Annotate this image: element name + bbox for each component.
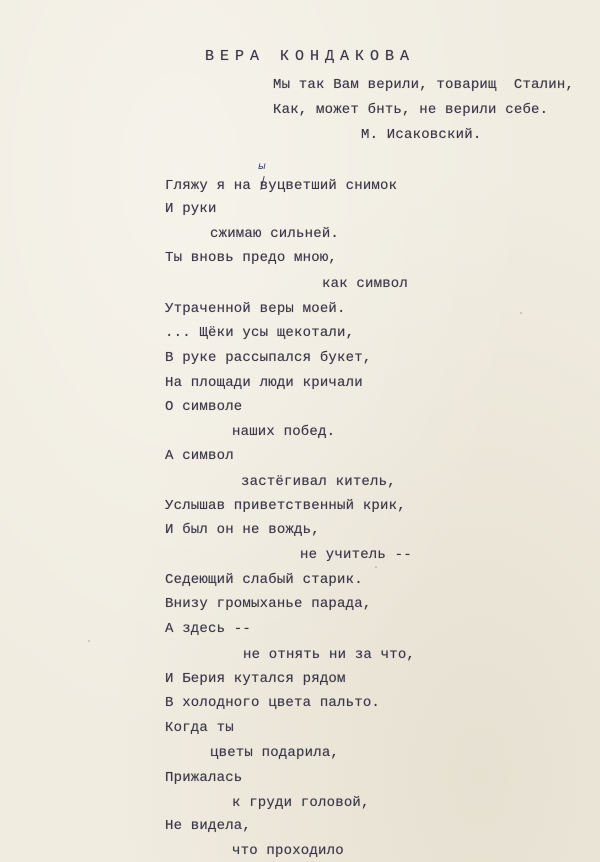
paper-speck xyxy=(520,312,522,314)
poem-line-18: Внизу громыханье парада, xyxy=(165,596,372,612)
poem-line-25: Прижалась xyxy=(165,770,243,786)
handwritten-correction: ы xyxy=(258,161,266,172)
poem-line-10: О символе xyxy=(165,399,243,415)
poem-line-9: На площади люди кричали xyxy=(165,375,363,391)
poem-line-5: как символ xyxy=(322,276,409,292)
poem-line-15: И был он не вождь, xyxy=(165,522,320,538)
epigraph-line-2: Как, может бнть, не верили себе. xyxy=(273,102,549,118)
poem-line-7: ... Щёки усы щекотали, xyxy=(165,325,355,341)
poem-line-26: к груди головой, xyxy=(232,795,370,811)
poem-line-23: Когда ты xyxy=(165,720,234,736)
poem-line-3: сжимаю сильней. xyxy=(210,226,340,242)
poem-line-22: В холодного цвета пальто. xyxy=(165,695,381,711)
poem-line-4: Ты вновь предо мною, xyxy=(165,250,338,266)
poem-line-24: цветы подарила, xyxy=(210,745,340,761)
poem-line-8: В руке рассыпался букет, xyxy=(165,350,372,366)
poem-line-16: не учитель -- xyxy=(300,547,412,563)
poem-line-14: Услышав приветственный крик, xyxy=(165,498,406,514)
poem-line-20: не отнять ни за что, xyxy=(243,647,416,663)
poem-title: ВЕРА КОНДАКОВА xyxy=(205,48,416,65)
poem-line-19: А здесь -- xyxy=(165,621,252,637)
poem-line-17: Седеющий слабый старик. xyxy=(165,572,363,588)
poem-line-21: И Берия кутался рядом xyxy=(165,671,346,687)
poem-line-1: Гляжу я на вуцветший снимок xyxy=(165,178,398,194)
epigraph-author: М. Исаковский. xyxy=(361,127,482,143)
paper-speck xyxy=(375,566,377,568)
poem-line-27: Не видела, xyxy=(165,818,252,834)
poem-line-2: И руки xyxy=(165,201,217,217)
poem-line-6: Утраченной веры моей. xyxy=(165,301,346,317)
paper-speck xyxy=(88,640,90,642)
poem-line-12: А символ xyxy=(165,448,234,464)
poem-line-13: застёгивал китель, xyxy=(241,474,396,490)
poem-line-28: что проходило xyxy=(232,843,344,859)
epigraph-line-1: Мы так Вам верили, товарищ Сталин, xyxy=(273,77,575,93)
poem-line-11: наших побед. xyxy=(232,424,336,440)
